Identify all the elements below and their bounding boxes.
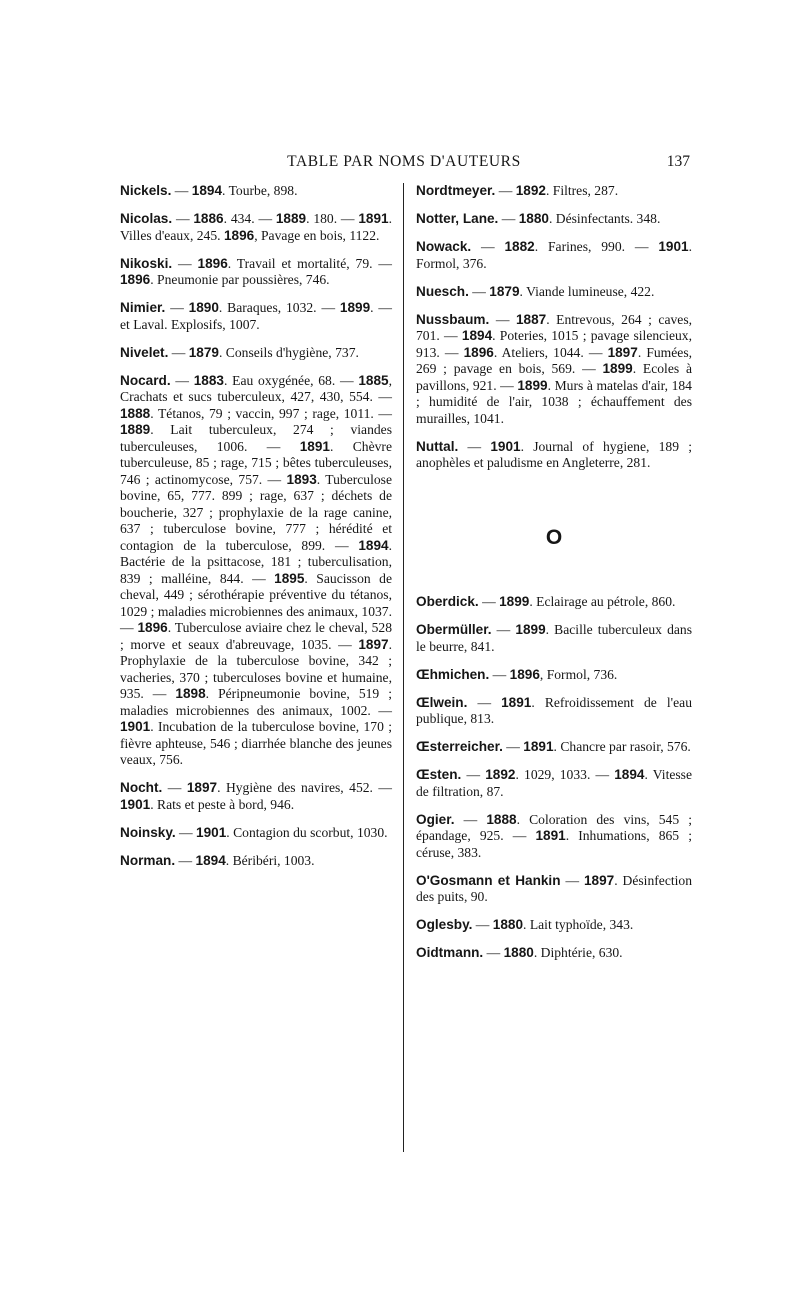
index-entry: Oglesby. — 1880. Lait typhoïde, 343.: [416, 917, 634, 932]
section-letter: O: [545, 525, 563, 549]
index-entry: Œhmichen. — 1896, Formol, 736.: [416, 666, 618, 682]
index-entry: Nordtmeyer. — 1892. Filtres, 287.: [416, 183, 619, 198]
index-entry: Norman. — 1894. Béribéri, 1003.: [120, 852, 315, 868]
index-entry: Notter, Lane. — 1880. Désinfectants. 348.: [416, 211, 661, 226]
page-number: 137: [666, 153, 690, 170]
running-title: TABLE PAR NOMS D'AUTEURS: [287, 153, 521, 170]
index-entry: Nikoski. — 1896. Travail et mortalité, 79. — 1896. Pneumonie par poussières, 746.: [120, 255, 393, 287]
index-entry: Nivelet. — 1879. Conseils d'hygiène, 737.: [120, 344, 359, 360]
index-entry: Nuttal. — 1901. Journal of hygiene, 189 ; anophèles et paludisme en Angleterre, 281.: [416, 438, 692, 470]
index-entry: O'Gosmann et Hankin — 1897. Désinfection des puits, 90.: [416, 872, 692, 904]
index-entry: Oidtmann. — 1880. Diphtérie, 630.: [416, 945, 623, 960]
index-entry: Œsterreicher. — 1891. Chancre par rasoir, 576.: [416, 739, 691, 754]
index-entry: Nimier. — 1890. Baraques, 1032. — 1899. — et Laval. Explosifs, 1007.: [120, 300, 393, 332]
index-entry: Nickels. — 1894. Tourbe, 898.: [120, 183, 298, 198]
left-column: [120, 183, 392, 881]
index-entry: Oberdick. — 1899. Eclairage au pétrole, 860.: [416, 594, 676, 609]
index-entry: Noinsky. — 1901. Contagion du scorbut, 1030.: [120, 824, 388, 840]
running-head: [118, 151, 690, 173]
right-column: [416, 183, 692, 973]
index-entry: Œsten. — 1892. 1029, 1033. — 1894. Vitesse de filtration, 87.: [416, 767, 692, 799]
index-entry: Nowack. — 1882. Farines, 990. — 1901. Formol, 376.: [416, 239, 692, 271]
index-entry: Œlwein. — 1891. Refroidissement de l'eau publique, 813.: [416, 694, 692, 726]
index-entry: Ogier. — 1888. Coloration des vins, 545 ; épandage, 925. — 1891. Inhumations, 865 ; céruse, 383.: [416, 811, 693, 860]
index-entry: Nocard. — 1883. Eau oxygénée, 68. — 1885, Crachats et sucs tuberculeux, 427, 430, 554. — 1888. Tétanos, 79 ; vaccin, 997 ; rage, 1011. — 1889. Lait tuberculeux, 274 ; viandes tuberculeuses, 1006. — 1891. Chèvre tuberculeuse, 85 ; rage, 715 ; bêtes tuberculeuses, 746 ; actinomycose, 757. — 1893. Tuberculose bovine, 65, 777. 899 ; rage, 637 ; déchets de boucherie, 327 ; prophylaxie de la rage canine, 637 ; tuberculose bovine, 777 ; hérédité et contagion de la tuberculose, 899. — 1894. Bactérie de la psittacose, 181 ; tuberculisation, 839 ; malléine, 844. — 1895. Saucisson de cheval, 449 ; sérothérapie préventive du tétanos, 1029 ; maladies microbiennes des animaux, 1037. — 1896. Tuberculose aviaire chez le cheval, 528 ; morve et seaux d'abreuvage, 1035. — 1897. Prophylaxie de la tuberculose bovine, 342 ; vacheries, 370 ; tuberculoses bovine et humaine, 935. — 1898. Péripneumonie bovine, 519 ; maladies microbiennes des animaux, 1002. — 1901. Incubation de la tuberculose bovine, 170 ; fièvre aphteuse, 546 ; diarrhée blanche des jeunes veaux, 756.: [120, 372, 392, 767]
column-divider: [403, 183, 404, 1152]
index-entry: Nicolas. — 1886. 434. — 1889. 180. — 1891. Villes d'eaux, 245. 1896, Pavage en bois, 1122.: [120, 211, 392, 243]
index-entry: Nussbaum. — 1887. Entrevous, 264 ; caves, 701. — 1894. Poteries, 1015 ; pavage silencieux, 913. — 1896. Ateliers, 1044. — 1897. Fumées, 269 ; pavage en bois, 569. — 1899. Ecoles à pavillons, 921. — 1899. Murs à matelas d'air, 184 ; humidité de l'air, 1038 ; échauffement des murailles, 1041.: [416, 311, 693, 426]
index-entry: Nuesch. — 1879. Viande lumineuse, 422.: [416, 283, 655, 299]
index-entry: Nocht. — 1897. Hygiène des navires, 452. — 1901. Rats et peste à bord, 946.: [120, 780, 393, 812]
index-entry: Obermüller. — 1899. Bacille tuberculeux dans le beurre, 841.: [416, 622, 692, 654]
